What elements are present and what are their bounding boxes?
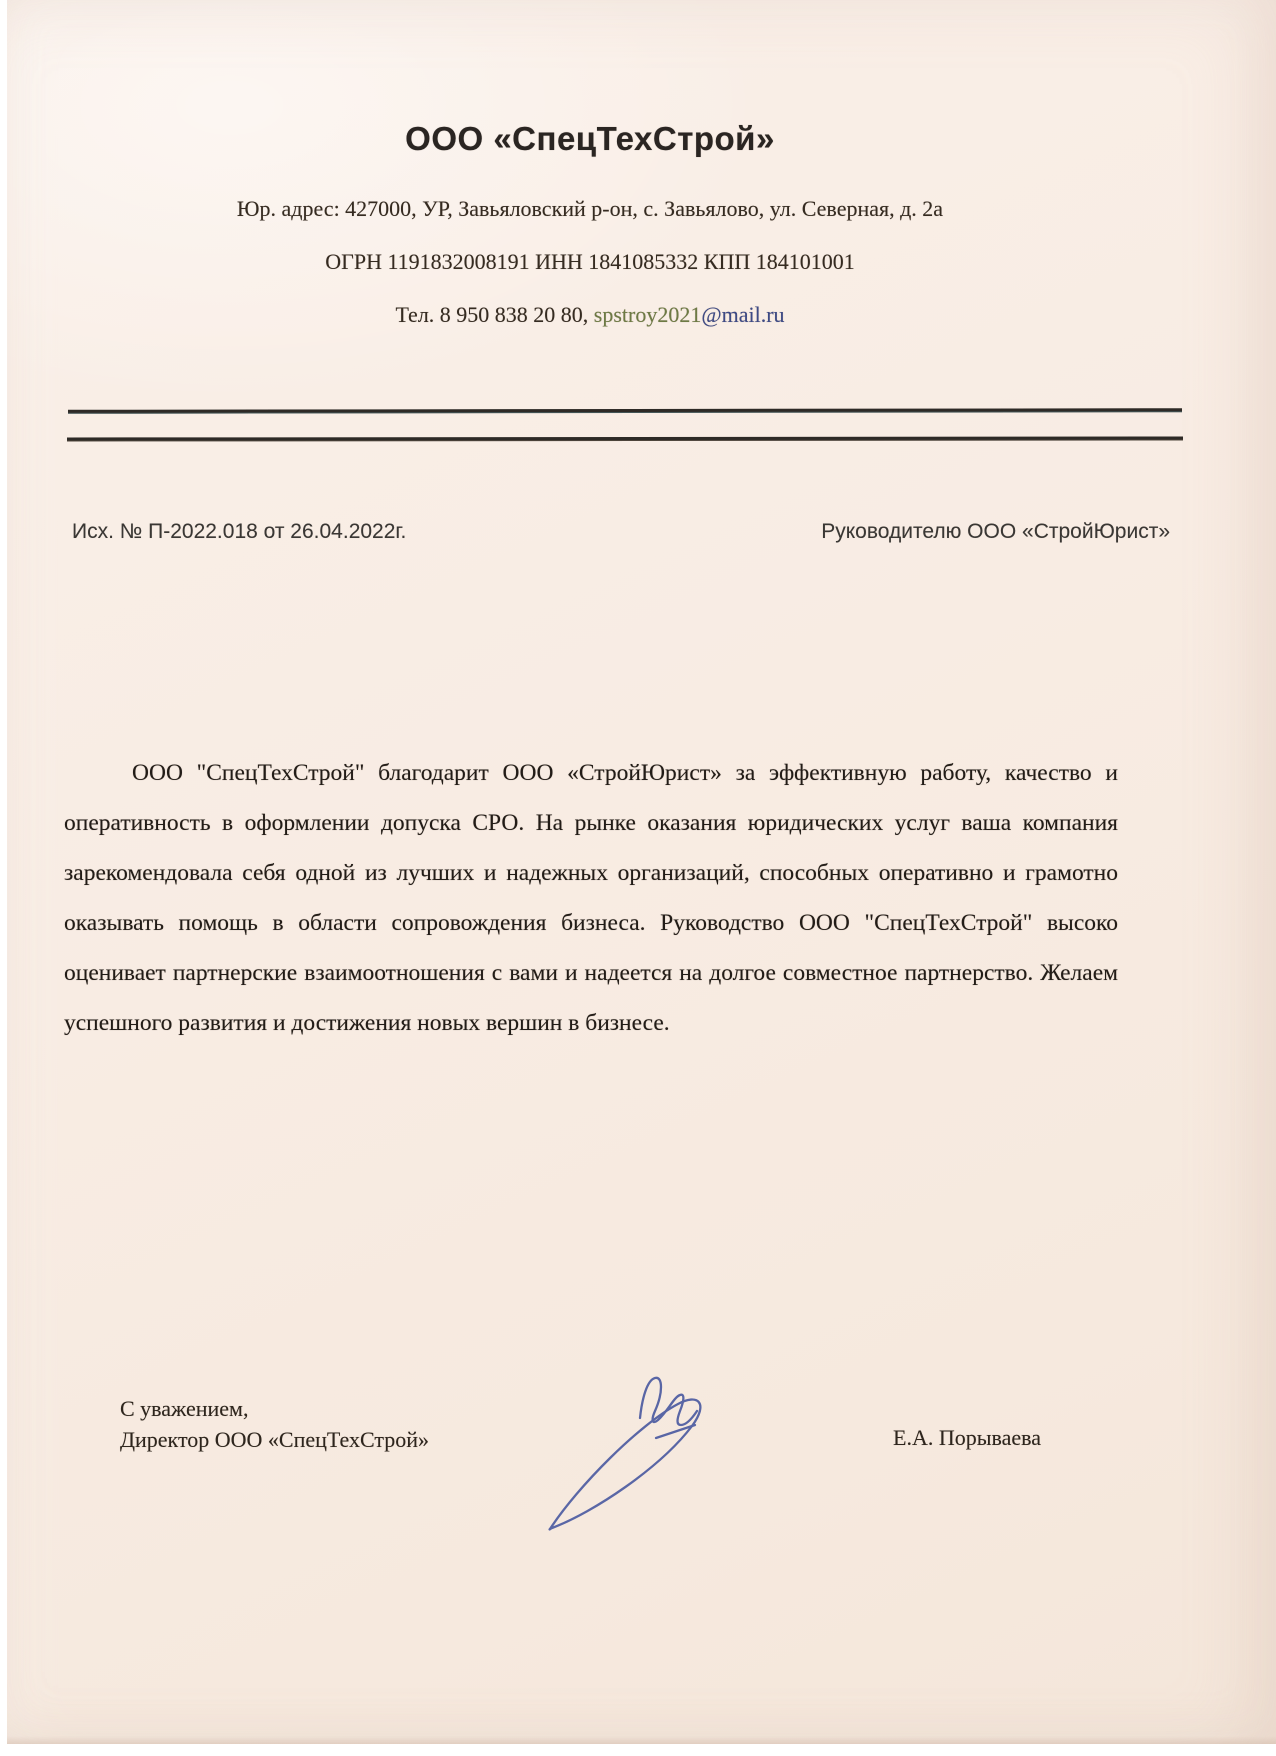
legal-address: Юр. адрес: 427000, УР, Завьяловский р-он, с. Завьялово, ул. Северная, д. 2а [236,196,944,221]
email-link-user[interactable]: spstroy2021 [593,302,702,327]
company-name: ООО «СпецТехСтрой» [405,120,775,157]
email-link-domain[interactable]: @mail.ru [701,302,785,327]
outgoing-number: Исх. № П-2022.018 от 26.04.2022г. [72,520,407,543]
registration-numbers: ОГРН 1191832008191 ИНН 1841085332 КПП 184101001 [325,249,855,274]
signatory-name: Е.А. Порываева [893,1425,1041,1450]
scan-edge-left [0,0,7,1756]
header-divider-bottom [67,437,1183,442]
phone-number: Тел. 8 950 838 20 80, [395,302,594,327]
reference-row [72,520,1170,544]
handwritten-signature-icon [540,1372,800,1552]
paper-bottom-shadow [0,1736,1276,1744]
phone-email-line [0,302,1180,328]
signatory-title: Директор ООО «СпецТехСтрой» [120,1427,430,1452]
letter-body: ООО "СпецТехСтрой" благодарит ООО «СтройЮрист» за эффективную работу, качество и оперативность в оформлении допуска СРО. На рынке оказания юридических услуг ваша компания зарекомендовала себя одной из лучших и надежных организаций, способных оперативно и грамотно оказывать помощь в области сопровождения бизнеса. Руководство ООО "СпецТехСтрой" высоко оценивает партнерские взаимоотношения с вами и надеется на долгое совместное партнерство. Желаем успешного развития и достижения новых вершин в бизнесе. [64,760,1118,1036]
signature-closing: С уважением, [120,1396,249,1421]
addressee: Руководителю ООО «СтройЮрист» [821,520,1170,543]
scan-edge-bottom [0,1744,1276,1756]
header-divider-top [68,408,1182,414]
